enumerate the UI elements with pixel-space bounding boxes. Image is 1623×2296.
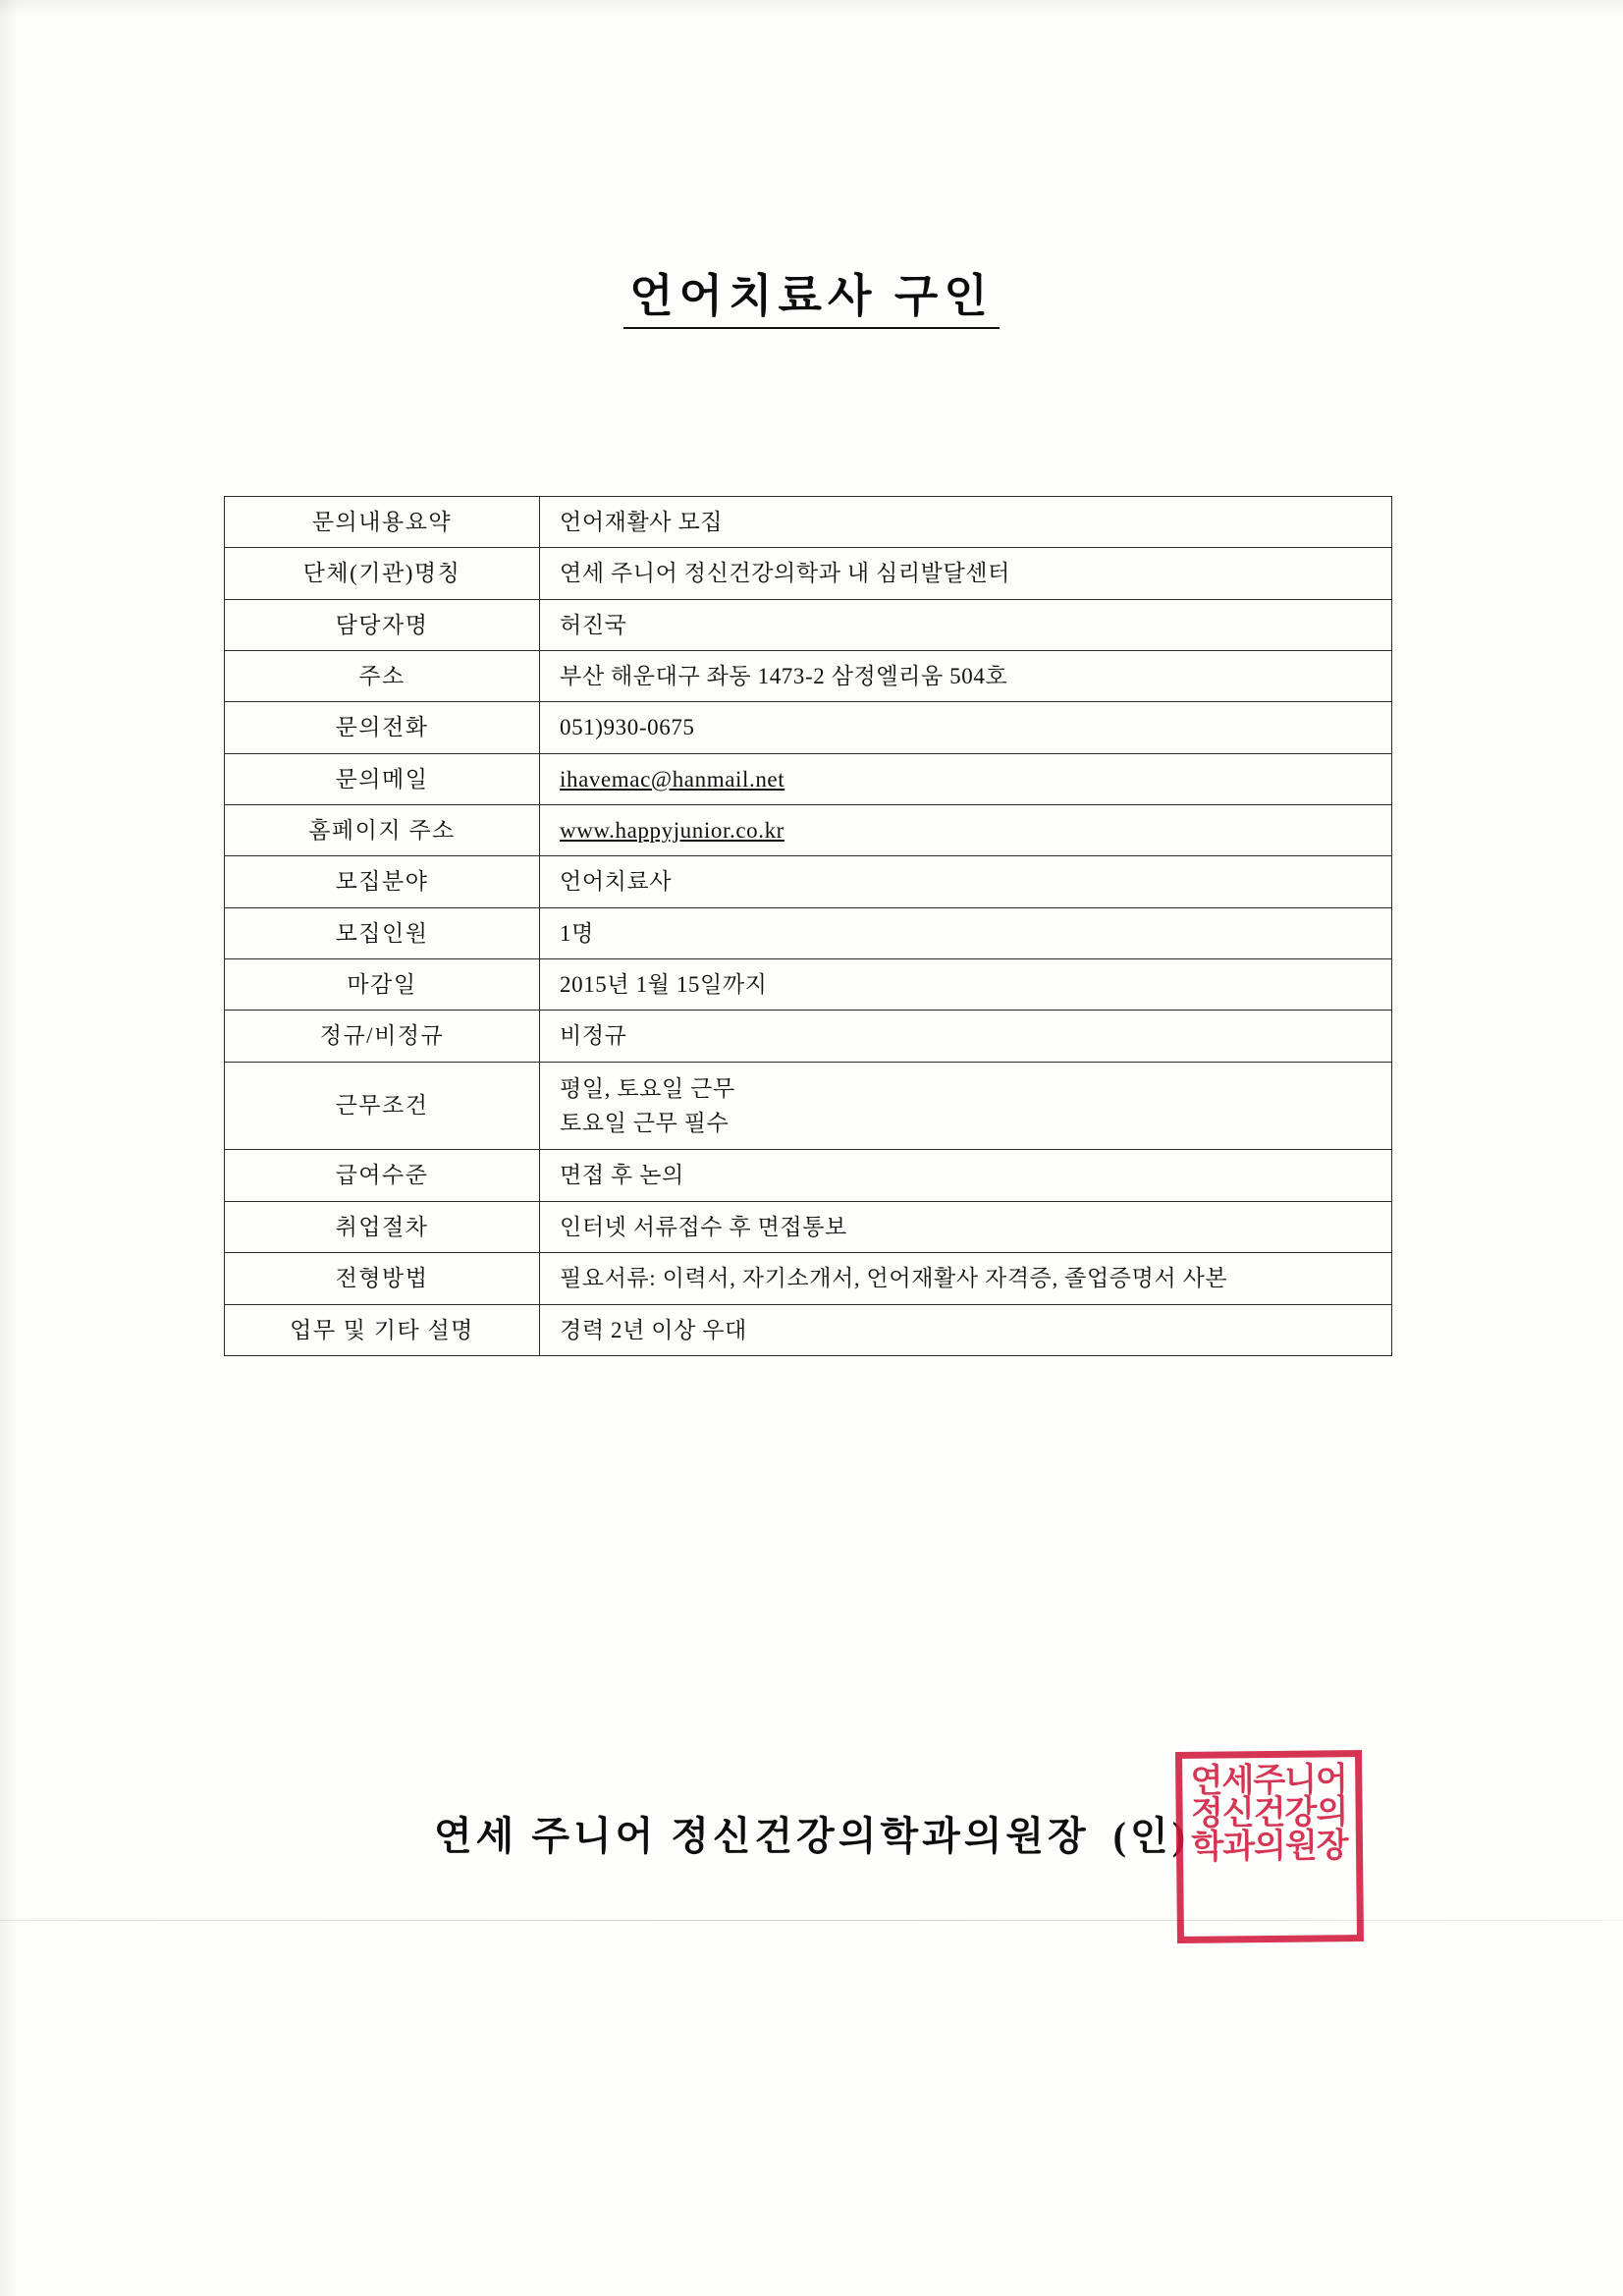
row-value: 051)930-0675 [540,702,1392,753]
page-edge-shadow-top [0,0,1623,16]
table-row [225,907,1392,958]
table-row [225,651,1392,702]
row-value-line: 토요일 근무 필수 [560,1111,730,1136]
document-title [0,260,1623,325]
row-label: 급여수준 [225,1150,540,1201]
row-label: 마감일 [225,959,540,1011]
row-value-link[interactable]: ihavemac@hanmail.net [560,766,785,792]
row-value: 면접 후 논의 [540,1150,1392,1201]
row-label: 정규/비정규 [225,1011,540,1062]
row-value: 허진국 [540,599,1392,650]
table-row [225,1304,1392,1355]
row-value: 연세 주니어 정신건강의학과 내 심리발달센터 [540,548,1392,599]
table-row [225,497,1392,548]
table-row [225,959,1392,1011]
row-value: 필요서류: 이력서, 자기소개서, 언어재활사 자격증, 졸업증명서 사본 [540,1253,1392,1304]
table-row [225,1253,1392,1304]
row-label: 단체(기관)명칭 [225,548,540,599]
row-label: 모집분야 [225,856,540,907]
row-value [540,1062,1392,1150]
row-label: 홈페이지 주소 [225,805,540,856]
seal-mark-text: (인) [1112,1814,1189,1858]
official-seal-stamp [1175,1750,1364,1943]
row-value-link[interactable]: www.happyjunior.co.kr [560,818,784,844]
row-label: 취업절차 [225,1201,540,1252]
row-label: 문의메일 [225,753,540,804]
table-row [225,1201,1392,1252]
table-row [225,599,1392,650]
signature-line [0,1805,1623,1861]
seal-row-2: 정신건강의 [1190,1792,1348,1834]
row-value: 2015년 1월 15일까지 [540,959,1392,1011]
seal-row-3: 학과의원장 [1191,1825,1348,1867]
row-value-line: 평일, 토요일 근무 [560,1075,735,1101]
table-row [225,805,1392,856]
seal-row-1: 연세주니어 [1190,1760,1348,1801]
table-row [225,1062,1392,1150]
table-row [225,753,1392,804]
row-label: 근무조건 [225,1062,540,1150]
row-value [540,805,1392,856]
signature-text: 연세 주니어 정신건강의학과의원장 [434,1814,1090,1858]
table-row [225,702,1392,753]
row-value-multiline [560,1071,1381,1141]
paper-fold-line [0,1920,1623,1921]
row-value: 비정규 [540,1011,1392,1062]
table-row [225,1150,1392,1201]
page-edge-shadow-left [0,0,18,2296]
row-label: 문의내용요약 [225,497,540,548]
row-label: 모집인원 [225,907,540,958]
row-label: 전형방법 [225,1253,540,1304]
document-title-text: 언어치료사 구인 [623,271,1000,329]
row-label: 업무 및 기타 설명 [225,1304,540,1355]
row-value: 부산 해운대구 좌동 1473-2 삼정엘리움 504호 [540,651,1392,702]
row-value: 경력 2년 이상 우대 [540,1304,1392,1355]
row-value: 언어치료사 [540,856,1392,907]
job-posting-table [224,496,1392,1356]
row-value: 1명 [540,907,1392,958]
table-row [225,856,1392,907]
row-value: 언어재활사 모집 [540,497,1392,548]
row-value [540,753,1392,804]
table-row [225,548,1392,599]
table-row [225,1011,1392,1062]
row-value: 인터넷 서류접수 후 면접통보 [540,1201,1392,1252]
row-label: 주소 [225,651,540,702]
row-label: 담당자명 [225,599,540,650]
row-label: 문의전화 [225,702,540,753]
table-body [225,497,1392,1356]
